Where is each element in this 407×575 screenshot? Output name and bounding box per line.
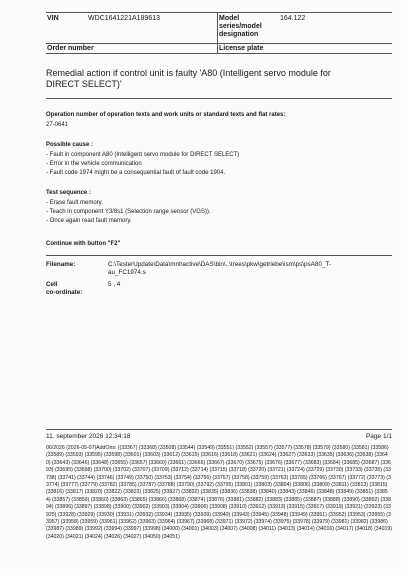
header-bottom-border bbox=[46, 53, 392, 54]
cause-item: - Fault code 1974 might be a consequential fault of fault code 1904. bbox=[46, 170, 226, 176]
addons-list: 06/2026 (2026-05-07)AddOns: ((33367) (33368) (33508) (33544) (33549) (33551) (33552) (33557) (33577) (33578) (33579) (33580) (33581) (33586) (33589) (33593) (33595) (33598) (33601) (33603) (33612) (33615) (33616) (33618) (33621) (33624) (33627) (33633) (33635) (33636) (33638) (33640) (33643) (33646) (33648) (33655) (33657) (33660) (33661) (33665) (33667) (33670) (33675) (33676) (33677) (33683) (33684) (33685) (33687) (33693) (33695) (33698) (33700) (33702) (33707) (33709) (33712) (33714) (33715) (33718) (33720) (33721) (33724) (33729) (33730) (33733) (33735) (33738) (33741) (33744) (33746) (33749) (33750) (33753) (33754) (33756) (33757) (33758) (33759) (33763) (33765) (33766) (33767) (33772) (33773) (33774) (33777) (33779) (33782) (33785) (33787) (33788) (33790) (33792) (33795) (33801) (33803) (33804) (33806) (33809) (33811) (33813) (33815) (33816) (33817) (33820) (33822) (33823) (33825) (33827) (33832) (33835) (33836) (33838) (33840) (33843) (33846) (33848) (33849) (33851) (33854) (33857) (33859) (33860) (33863) (33865) (33866) (33868) (33874) (33876) (33881) (33882) (33883) (33885) (33887) (33888) (33890) (33892) (33894) (33896) (33897) (33898) (33900) (33902) (33903) (33904) (33906) (33908) (33910) (33912) (33913) (33915) (33917) (33919) (33921) (33923) (33925) (33928) (33929) (33930) (33931) (33932) (33934) (33935) (33939) (33940) (33943) (33945) (33948) (33949) (33951) (33952) (33953) (33955) (33957) (33958) (33959) (33961) (33962) (33963) (33964) (33967) (33968) (33971) (33972) (33974) (33975) (33978) (33979) (33981) (33982) (33986) (33987) (33989) (33992) (33994) (33997) (33998) (34000) (34001) (34003) (34007) (34008) (34011) (34013) (34014) (34016) (34017) (34018) (34019) (34020) (34021) (34024) (34026) (34027) (34050) (34051) bbox=[46, 445, 392, 540]
header-middle-border bbox=[46, 43, 392, 44]
model-value: 164.122 bbox=[280, 15, 306, 22]
test-sequence-item: - Erase fault memory. bbox=[46, 200, 103, 206]
vin-label: VIN bbox=[47, 15, 59, 22]
filename-label: Filename: bbox=[46, 261, 76, 268]
model-label-line-1: Model bbox=[219, 15, 240, 22]
cause-item: - Error in the vehicle communication bbox=[46, 161, 142, 167]
model-label-line-3: designation bbox=[219, 31, 259, 38]
test-sequence-heading: Test sequence : bbox=[46, 190, 91, 196]
title-separator bbox=[46, 98, 392, 99]
model-label-line-2: series/model bbox=[219, 23, 262, 30]
order-number-label: Order number bbox=[47, 45, 94, 52]
header-divider bbox=[217, 12, 218, 53]
operation-heading: Operation number of operation texts and work units or standard texts and flat rates: bbox=[46, 112, 286, 118]
footer-page-number: Page 1/1 bbox=[365, 433, 392, 440]
continue-instruction: Continue with button "F2" bbox=[46, 241, 121, 247]
operation-value: 27-0641 bbox=[46, 122, 69, 128]
header-top-border bbox=[46, 12, 392, 13]
cell-label-line-1: Cell bbox=[46, 281, 58, 288]
license-plate-label: License plate bbox=[219, 45, 264, 52]
filename-value-line-2: au_FC1974.s bbox=[108, 269, 146, 276]
cell-label-line-2: co-ordinate: bbox=[46, 289, 83, 296]
cell-value: 5 , 4 bbox=[108, 281, 121, 288]
cause-item: - Fault in component A80 (Intelligent servo module for DIRECT SELECT) bbox=[46, 152, 240, 158]
test-sequence-item: - Teach in component Y3/8s1 (Selection range sensor (VGS)). bbox=[46, 209, 211, 215]
filename-value-line-1: C:\TesterUpdate\Data\mnt\active\DAS\bin\..\trees\pkw\getriebe\ism\ps\psA80_T- bbox=[108, 261, 331, 268]
vin-value: WDC1641221A189613 bbox=[88, 15, 160, 22]
test-sequence-item: - Once again read fault memory. bbox=[46, 218, 132, 224]
possible-cause-heading: Possible cause : bbox=[46, 142, 94, 148]
page-title: Remedial action if control unit is faulty 'A80 (Intelligent servo module for DIRECT SELECT)' bbox=[46, 68, 331, 89]
file-section-separator bbox=[46, 255, 392, 256]
footer-separator bbox=[46, 429, 392, 430]
footer-date: 11. september 2026 12:34:18 bbox=[46, 433, 131, 440]
